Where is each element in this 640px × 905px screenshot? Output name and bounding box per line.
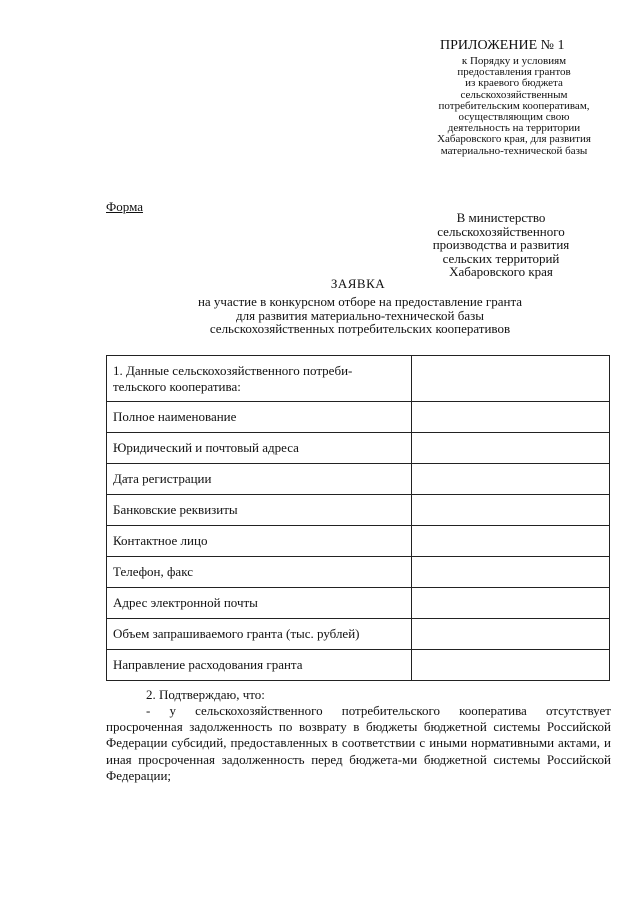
addressee-line: сельскохозяйственного bbox=[437, 223, 565, 239]
table-row bbox=[107, 402, 610, 433]
table-row bbox=[107, 619, 610, 650]
subtitle-line: для развития материально-технической базы bbox=[236, 307, 484, 323]
row-value-field[interactable] bbox=[412, 433, 610, 464]
row-label: Телефон, факс bbox=[107, 557, 412, 588]
row-value-field[interactable] bbox=[412, 619, 610, 650]
document-title: ЗАЯВКА bbox=[330, 276, 386, 291]
confirmation-heading: 2. Подтверждаю, что: bbox=[146, 687, 265, 702]
addressee-line: В министерство bbox=[456, 210, 546, 225]
document-subtitle bbox=[140, 295, 580, 336]
appendix-line: осуществляющим свою bbox=[458, 111, 570, 124]
row-label: Банковские реквизиты bbox=[107, 495, 412, 526]
appendix-line: Хабаровского края, для развития bbox=[437, 133, 591, 146]
table-row bbox=[107, 526, 610, 557]
row-label: 1. Данные сельскохозяйственного потреби-тельского кооператива: bbox=[107, 356, 412, 402]
appendix-line: деятельность на территории bbox=[447, 122, 581, 135]
application-table bbox=[106, 355, 610, 681]
appendix-line: из краевого бюджета bbox=[465, 77, 563, 90]
table-row bbox=[107, 495, 610, 526]
table-row bbox=[107, 464, 610, 495]
table-row bbox=[107, 588, 610, 619]
table-row bbox=[107, 356, 610, 402]
appendix-line: материально-технической базы bbox=[440, 144, 588, 157]
appendix-text bbox=[400, 56, 628, 157]
row-value-field[interactable] bbox=[412, 402, 610, 433]
subtitle-line: на участие в конкурсном отборе на предоставление гранта bbox=[197, 294, 523, 309]
appendix-line: сельскохозяйственным bbox=[460, 88, 568, 101]
row-label: Полное наименование bbox=[107, 402, 412, 433]
row-label: Юридический и почтовый адреса bbox=[107, 433, 412, 464]
row-label: Дата регистрации bbox=[107, 464, 412, 495]
row-value-field[interactable] bbox=[412, 526, 610, 557]
confirmation-paragraph: - у сельскохозяйственного потребительского кооператива отсутствует просроченная задолженность по возврату в бюджеты бюджетной системы Российской Федерации субсидий, предоставленных в соответствии с иными нормативными актами, и иная просроченная задолженность перед бюджета-ми бюджетной системы Российской Федерации; bbox=[106, 703, 611, 783]
row-value-field[interactable] bbox=[412, 557, 610, 588]
appendix-line: к Порядку и условиям bbox=[461, 55, 567, 67]
row-label: Направление расходования гранта bbox=[107, 650, 412, 681]
row-label: Адрес электронной почты bbox=[107, 588, 412, 619]
subtitle-line: сельскохозяйственных потребительских кооперативов bbox=[209, 321, 511, 336]
row-value-field[interactable] bbox=[412, 495, 610, 526]
table-row bbox=[107, 557, 610, 588]
appendix-line: предоставления грантов bbox=[457, 66, 571, 79]
appendix-title: ПРИЛОЖЕНИЕ № 1 bbox=[440, 38, 565, 53]
appendix-line: потребительским кооперативам, bbox=[438, 99, 590, 112]
addressee-line: Хабаровского края bbox=[449, 264, 553, 279]
row-label: Контактное лицо bbox=[107, 526, 412, 557]
addressee-line: сельских территорий bbox=[442, 250, 560, 266]
row-value-field[interactable] bbox=[412, 588, 610, 619]
table-row bbox=[107, 433, 610, 464]
row-value-field[interactable] bbox=[412, 464, 610, 495]
table-row bbox=[107, 650, 610, 681]
row-label: Объем запрашиваемого гранта (тыс. рублей) bbox=[107, 619, 412, 650]
addressee-block bbox=[406, 211, 596, 279]
row-value-field[interactable] bbox=[412, 650, 610, 681]
form-label: Форма bbox=[106, 199, 143, 214]
addressee-line: производства и развития bbox=[432, 237, 570, 252]
row-value-field[interactable] bbox=[412, 356, 610, 402]
